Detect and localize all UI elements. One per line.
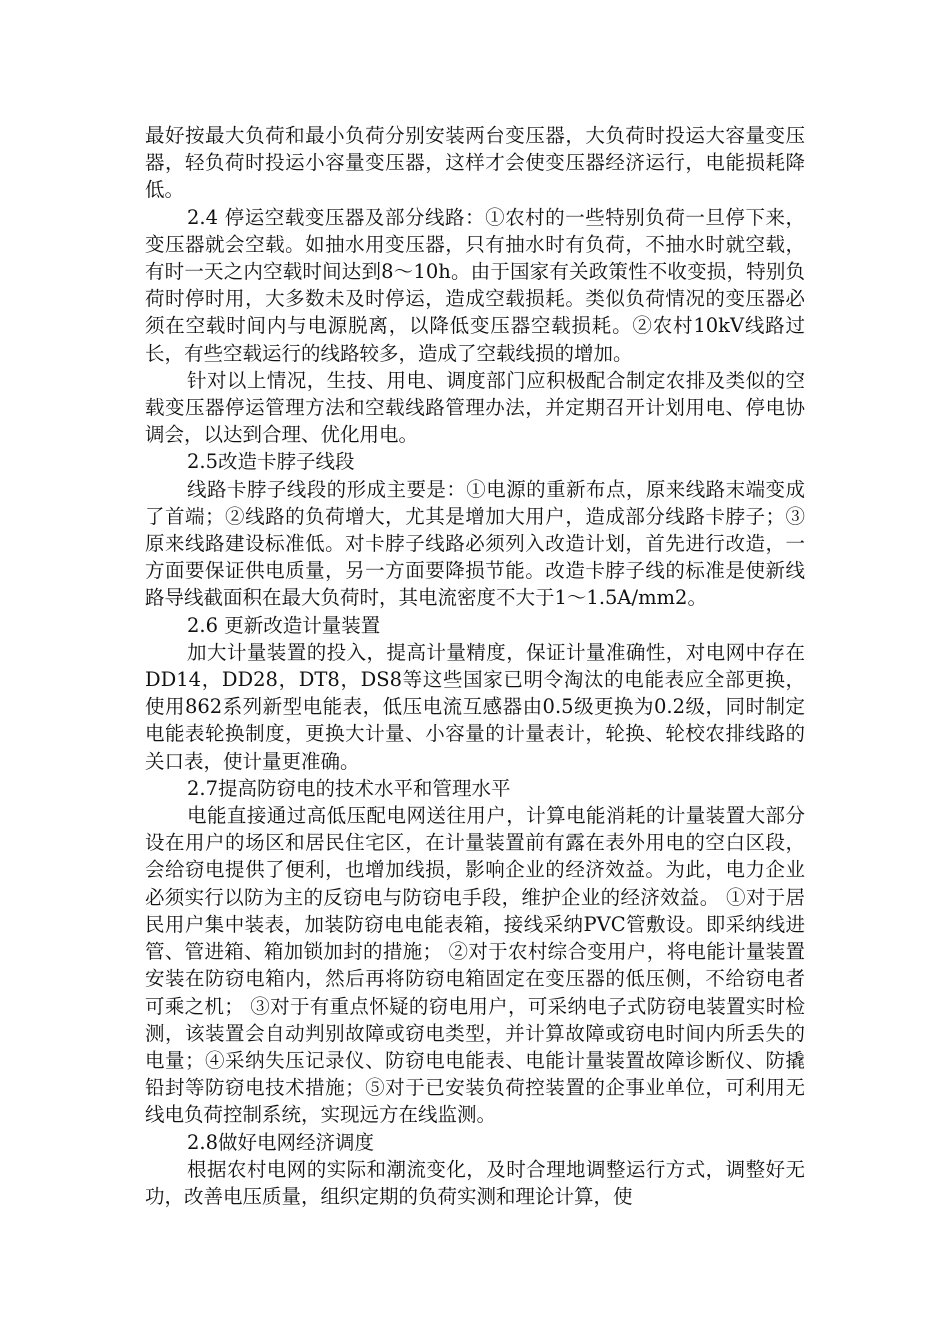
section-heading-2-6: 2.6 更新改造计量装置 <box>187 613 381 637</box>
section-heading-2-5: 2.5改造卡脖子线段 <box>187 450 355 474</box>
paragraph-2-5: 线路卡脖子线段的形成主要是：①电源的重新布点，原来线路末端变成了首端；②线路的负荷增大，尤其是增加大用户，造成部分线路卡脖子；③原来线路建设标准低。对卡脖子线路必须列入改造计划，首先进行改造，一方面要保证供电质量，另一方面要降损节能。改造卡脖子线的标准是使新线路导线截面积在最大负荷时，其电流密度不大于1～1.5A/mm2。 <box>145 477 805 610</box>
paragraph-2-4: 2.4 停运空载变压器及部分线路：①农村的一些特别负荷一旦停下来，变压器就会空载。如抽水用变压器，只有抽水时有负荷，不抽水时就空载，有时一天之内空载时间达到8～10h。由于国家有关政策性不收变损，特别负荷时停时用，大多数未及时停运，造成空载损耗。类似负荷情况的变压器必须在空载时间内与电源脱离，以降低变压器空载损耗。②农村10kV线路过长，有些空载运行的线路较多，造成了空载线损的增加。 <box>145 205 805 365</box>
paragraph-2-8: 根据农村电网的实际和潮流变化，及时合理地调整运行方式，调整好无功，改善电压质量，组织定期的负荷实测和理论计算，使 <box>145 1157 805 1208</box>
paragraph-countermeasures: 针对以上情况，生技、用电、调度部门应积极配合制定农排及类似的空载变压器停运管理方法和空载线路管理办法，并定期召开计划用电、停电协调会，以达到合理、优化用电。 <box>145 368 805 447</box>
paragraph-2-6: 加大计量装置的投入，提高计量精度，保证计量准确性，对电网中存在DD14，DD28，DT8，DS8等这些国家已明令淘汰的电能表应全部更换，使用862系列新型电能表，低压电流互感器由0.5级更换为0.2级，同时制定电能表轮换制度，更换大计量、小容量的计量表计，轮换、轮校农排线路的关口表，使计量更准确。 <box>145 640 805 773</box>
section-heading-2-8: 2.8做好电网经济调度 <box>187 1130 375 1154</box>
section-heading-2-7: 2.7提高防窃电的技术水平和管理水平 <box>187 776 511 800</box>
paragraph-continued: 最好按最大负荷和最小负荷分别安装两台变压器，大负荷时投运大容量变压器，轻负荷时投运小容量变压器，这样才会使变压器经济运行，电能损耗降低。 <box>145 124 805 202</box>
document-page <box>145 122 805 1210</box>
paragraph-2-7: 电能直接通过高低压配电网送往用户，计算电能消耗的计量装置大部分设在用户的场区和居民住宅区，在计量装置前有露在表外用电的空白区段，会给窃电提供了便利，也增加线损，影响企业的经济效益。为此，电力企业必须实行以防为主的反窃电与防窃电手段，维护企业的经济效益。 ①对于居民用户集中装表，加装防窃电电能表箱，接线采纳PVC管敷设。即采纳线进管、管进箱、箱加锁加封的措施； ②对于农村综合变用户，将电能计量装置安装在防窃电箱内，然后再将防窃电箱固定在变压器的低压侧，不给窃电者可乘之机； ③对于有重点怀疑的窃电用户，可采纳电子式防窃电装置实时检测，该装置会自动判别故障或窃电类型，并计算故障或窃电时间内所丢失的电量；④采纳失压记录仪、防窃电电能表、电能计量装置故障诊断仪、防撬铅封等防窃电技术措施；⑤对于已安装负荷控装置的企事业单位，可利用无线电负荷控制系统，实现远方在线监测。 <box>145 804 805 1127</box>
